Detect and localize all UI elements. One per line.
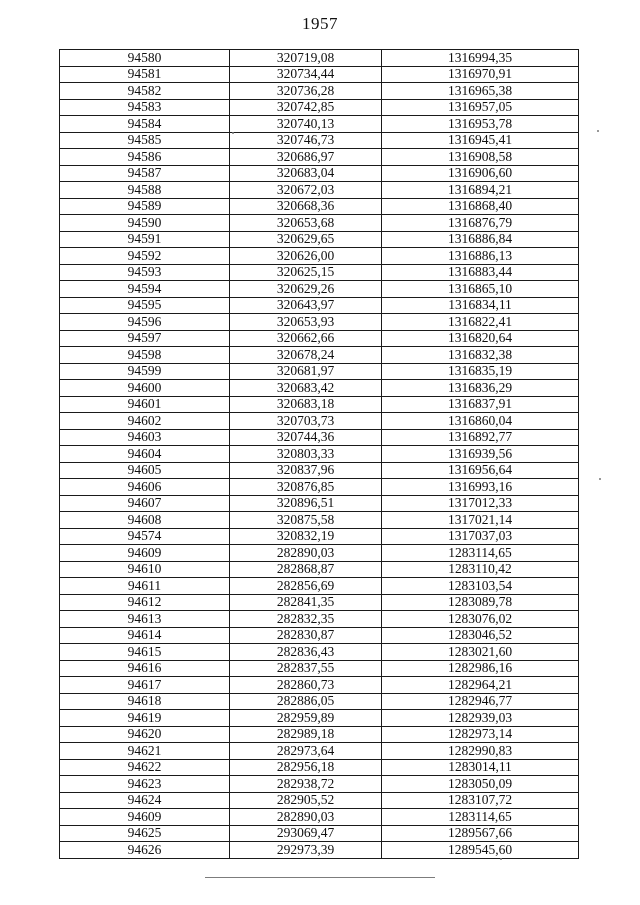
point-number-cell: 94593 [60, 264, 230, 281]
y-coordinate-cell: 1282990,83 [382, 743, 579, 760]
y-coordinate-cell: 1289545,60 [382, 842, 579, 859]
y-coordinate-cell: 1316970,91 [382, 66, 579, 83]
table-row [60, 429, 579, 446]
table-row [60, 726, 579, 743]
table-row [60, 479, 579, 496]
y-coordinate-cell: 1283014,11 [382, 759, 579, 776]
x-coordinate-cell: 282905,52 [230, 792, 382, 809]
point-number-cell: 94601 [60, 396, 230, 413]
point-number-cell: 94581 [60, 66, 230, 83]
x-coordinate-cell: 320744,36 [230, 429, 382, 446]
table-row [60, 495, 579, 512]
table-row [60, 776, 579, 793]
point-number-cell: 94582 [60, 83, 230, 100]
table-row [60, 710, 579, 727]
table-row [60, 627, 579, 644]
point-number-cell: 94587 [60, 165, 230, 182]
y-coordinate-cell: 1316906,60 [382, 165, 579, 182]
x-coordinate-cell: 320662,66 [230, 330, 382, 347]
point-number-cell: 94590 [60, 215, 230, 232]
point-number-cell: 94606 [60, 479, 230, 496]
x-coordinate-cell: 320875,58 [230, 512, 382, 529]
table-row [60, 462, 579, 479]
x-coordinate-cell: 293069,47 [230, 825, 382, 842]
table-row [60, 116, 579, 133]
x-coordinate-cell: 320803,33 [230, 446, 382, 463]
y-coordinate-cell: 1316822,41 [382, 314, 579, 331]
y-coordinate-cell: 1316886,13 [382, 248, 579, 265]
table-row [60, 792, 579, 809]
y-coordinate-cell: 1283050,09 [382, 776, 579, 793]
table-row [60, 83, 579, 100]
table-row [60, 380, 579, 397]
x-coordinate-cell: 320681,97 [230, 363, 382, 380]
table-row [60, 644, 579, 661]
table-row [60, 446, 579, 463]
x-coordinate-cell: 282886,05 [230, 693, 382, 710]
point-number-cell: 94609 [60, 809, 230, 826]
y-coordinate-cell: 1282973,14 [382, 726, 579, 743]
point-number-cell: 94595 [60, 297, 230, 314]
table-row [60, 743, 579, 760]
point-number-cell: 94602 [60, 413, 230, 430]
x-coordinate-cell: 292973,39 [230, 842, 382, 859]
x-coordinate-cell: 282959,89 [230, 710, 382, 727]
table-row [60, 545, 579, 562]
point-number-cell: 94624 [60, 792, 230, 809]
point-number-cell: 94597 [60, 330, 230, 347]
point-number-cell: 94604 [60, 446, 230, 463]
point-number-cell: 94617 [60, 677, 230, 694]
point-number-cell: 94592 [60, 248, 230, 265]
bottom-rule [205, 877, 435, 878]
x-coordinate-cell: 320672,03 [230, 182, 382, 199]
y-coordinate-cell: 1316939,56 [382, 446, 579, 463]
y-coordinate-cell: 1282946,77 [382, 693, 579, 710]
table-row [60, 396, 579, 413]
table-row [60, 165, 579, 182]
y-coordinate-cell: 1283046,52 [382, 627, 579, 644]
y-coordinate-cell: 1283110,42 [382, 561, 579, 578]
point-number-cell: 94586 [60, 149, 230, 166]
table-row [60, 231, 579, 248]
table-row [60, 660, 579, 677]
y-coordinate-cell: 1283114,65 [382, 809, 579, 826]
table-row [60, 561, 579, 578]
x-coordinate-cell: 282841,35 [230, 594, 382, 611]
table-row [60, 66, 579, 83]
table-row [60, 281, 579, 298]
x-coordinate-cell: 282860,73 [230, 677, 382, 694]
y-coordinate-cell: 1316836,29 [382, 380, 579, 397]
point-number-cell: 94591 [60, 231, 230, 248]
point-number-cell: 94608 [60, 512, 230, 529]
point-number-cell: 94618 [60, 693, 230, 710]
table-row [60, 50, 579, 67]
y-coordinate-cell: 1283114,65 [382, 545, 579, 562]
table-row [60, 297, 579, 314]
point-number-cell: 94584 [60, 116, 230, 133]
point-number-cell: 94596 [60, 314, 230, 331]
table-row [60, 132, 579, 149]
x-coordinate-cell: 282973,64 [230, 743, 382, 760]
table-row [60, 825, 579, 842]
y-coordinate-cell: 1316865,10 [382, 281, 579, 298]
point-number-cell: 94600 [60, 380, 230, 397]
y-coordinate-cell: 1282964,21 [382, 677, 579, 694]
point-number-cell: 94589 [60, 198, 230, 215]
x-coordinate-cell: 282830,87 [230, 627, 382, 644]
table-row [60, 314, 579, 331]
x-coordinate-cell: 320683,18 [230, 396, 382, 413]
table-row [60, 693, 579, 710]
x-coordinate-cell: 282836,43 [230, 644, 382, 661]
x-coordinate-cell: 320703,73 [230, 413, 382, 430]
page-number: 1957 [302, 14, 338, 33]
y-coordinate-cell: 1316953,78 [382, 116, 579, 133]
table-row [60, 198, 579, 215]
y-coordinate-cell: 1283076,02 [382, 611, 579, 628]
y-coordinate-cell: 1282939,03 [382, 710, 579, 727]
table-row [60, 330, 579, 347]
y-coordinate-cell: 1283089,78 [382, 594, 579, 611]
table-row [60, 413, 579, 430]
point-number-cell: 94613 [60, 611, 230, 628]
y-coordinate-cell: 1282986,16 [382, 660, 579, 677]
coordinates-table-body [60, 50, 579, 859]
point-number-cell: 94626 [60, 842, 230, 859]
point-number-cell: 94580 [60, 50, 230, 67]
x-coordinate-cell: 282938,72 [230, 776, 382, 793]
x-coordinate-cell: 320678,24 [230, 347, 382, 364]
table-row [60, 99, 579, 116]
scan-speck [500, 858, 502, 860]
point-number-cell: 94610 [60, 561, 230, 578]
y-coordinate-cell: 1316832,38 [382, 347, 579, 364]
scan-speck [232, 132, 234, 134]
y-coordinate-cell: 1283021,60 [382, 644, 579, 661]
point-number-cell: 94623 [60, 776, 230, 793]
point-number-cell: 94598 [60, 347, 230, 364]
table-row [60, 347, 579, 364]
table-row [60, 264, 579, 281]
x-coordinate-cell: 320742,85 [230, 99, 382, 116]
point-number-cell: 94609 [60, 545, 230, 562]
y-coordinate-cell: 1317021,14 [382, 512, 579, 529]
x-coordinate-cell: 282832,35 [230, 611, 382, 628]
point-number-cell: 94621 [60, 743, 230, 760]
y-coordinate-cell: 1316886,84 [382, 231, 579, 248]
point-number-cell: 94615 [60, 644, 230, 661]
point-number-cell: 94588 [60, 182, 230, 199]
x-coordinate-cell: 282890,03 [230, 545, 382, 562]
point-number-cell: 94612 [60, 594, 230, 611]
table-row [60, 248, 579, 265]
y-coordinate-cell: 1316965,38 [382, 83, 579, 100]
point-number-cell: 94619 [60, 710, 230, 727]
x-coordinate-cell: 320683,42 [230, 380, 382, 397]
y-coordinate-cell: 1316834,11 [382, 297, 579, 314]
table-row [60, 149, 579, 166]
y-coordinate-cell: 1283103,54 [382, 578, 579, 595]
y-coordinate-cell: 1316868,40 [382, 198, 579, 215]
point-number-cell: 94607 [60, 495, 230, 512]
point-number-cell: 94585 [60, 132, 230, 149]
y-coordinate-cell: 1316945,41 [382, 132, 579, 149]
x-coordinate-cell: 282868,87 [230, 561, 382, 578]
x-coordinate-cell: 320740,13 [230, 116, 382, 133]
x-coordinate-cell: 282956,18 [230, 759, 382, 776]
x-coordinate-cell: 320837,96 [230, 462, 382, 479]
x-coordinate-cell: 282856,69 [230, 578, 382, 595]
x-coordinate-cell: 320734,44 [230, 66, 382, 83]
y-coordinate-cell: 1316957,05 [382, 99, 579, 116]
y-coordinate-cell: 1316860,04 [382, 413, 579, 430]
x-coordinate-cell: 320625,15 [230, 264, 382, 281]
y-coordinate-cell: 1317037,03 [382, 528, 579, 545]
point-number-cell: 94583 [60, 99, 230, 116]
point-number-cell: 94599 [60, 363, 230, 380]
y-coordinate-cell: 1316894,21 [382, 182, 579, 199]
x-coordinate-cell: 320653,93 [230, 314, 382, 331]
point-number-cell: 94611 [60, 578, 230, 595]
x-coordinate-cell: 320683,04 [230, 165, 382, 182]
table-row [60, 611, 579, 628]
y-coordinate-cell: 1289567,66 [382, 825, 579, 842]
x-coordinate-cell: 320626,00 [230, 248, 382, 265]
scan-speck [599, 478, 601, 480]
x-coordinate-cell: 282989,18 [230, 726, 382, 743]
x-coordinate-cell: 320832,19 [230, 528, 382, 545]
y-coordinate-cell: 1316820,64 [382, 330, 579, 347]
x-coordinate-cell: 320719,08 [230, 50, 382, 67]
table-row [60, 363, 579, 380]
x-coordinate-cell: 320736,28 [230, 83, 382, 100]
table-row [60, 578, 579, 595]
table-row [60, 512, 579, 529]
scan-speck [597, 130, 599, 132]
x-coordinate-cell: 320643,97 [230, 297, 382, 314]
table-row [60, 594, 579, 611]
y-coordinate-cell: 1316908,58 [382, 149, 579, 166]
y-coordinate-cell: 1316837,91 [382, 396, 579, 413]
point-number-cell: 94605 [60, 462, 230, 479]
x-coordinate-cell: 282890,03 [230, 809, 382, 826]
table-row [60, 215, 579, 232]
y-coordinate-cell: 1316956,64 [382, 462, 579, 479]
point-number-cell: 94625 [60, 825, 230, 842]
table-row [60, 528, 579, 545]
x-coordinate-cell: 320876,85 [230, 479, 382, 496]
x-coordinate-cell: 320668,36 [230, 198, 382, 215]
y-coordinate-cell: 1316994,35 [382, 50, 579, 67]
point-number-cell: 94614 [60, 627, 230, 644]
coordinates-table [59, 49, 579, 859]
table-row [60, 759, 579, 776]
x-coordinate-cell: 282837,55 [230, 660, 382, 677]
table-row [60, 182, 579, 199]
x-coordinate-cell: 320629,26 [230, 281, 382, 298]
table-row [60, 677, 579, 694]
y-coordinate-cell: 1316993,16 [382, 479, 579, 496]
table-row [60, 809, 579, 826]
x-coordinate-cell: 320686,97 [230, 149, 382, 166]
y-coordinate-cell: 1316892,77 [382, 429, 579, 446]
point-number-cell: 94620 [60, 726, 230, 743]
point-number-cell: 94603 [60, 429, 230, 446]
x-coordinate-cell: 320746,73 [230, 132, 382, 149]
point-number-cell: 94594 [60, 281, 230, 298]
y-coordinate-cell: 1316883,44 [382, 264, 579, 281]
point-number-cell: 94574 [60, 528, 230, 545]
x-coordinate-cell: 320896,51 [230, 495, 382, 512]
x-coordinate-cell: 320653,68 [230, 215, 382, 232]
point-number-cell: 94622 [60, 759, 230, 776]
y-coordinate-cell: 1316835,19 [382, 363, 579, 380]
point-number-cell: 94616 [60, 660, 230, 677]
y-coordinate-cell: 1317012,33 [382, 495, 579, 512]
y-coordinate-cell: 1316876,79 [382, 215, 579, 232]
y-coordinate-cell: 1283107,72 [382, 792, 579, 809]
x-coordinate-cell: 320629,65 [230, 231, 382, 248]
table-row [60, 842, 579, 859]
